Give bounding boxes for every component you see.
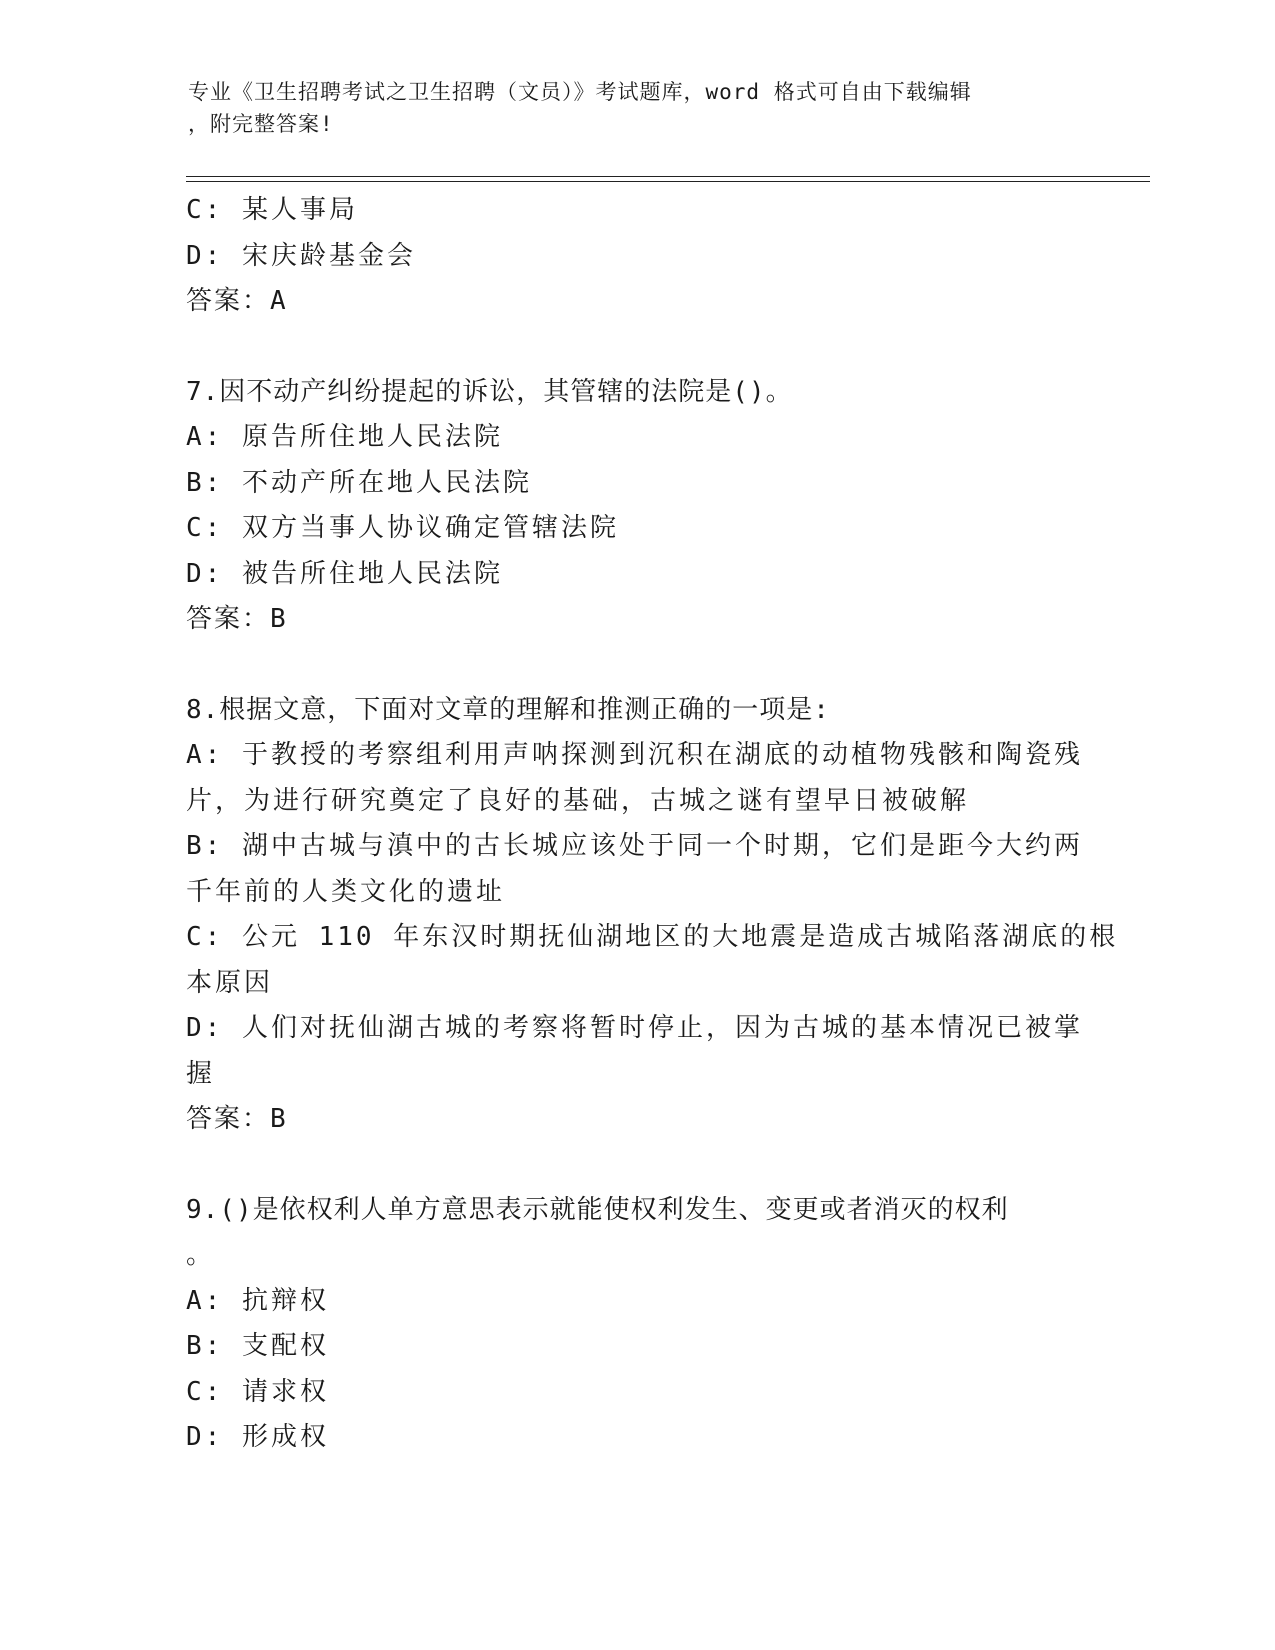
header-rule-bottom: [186, 181, 1150, 182]
q8-option-a-line-2: 片，为进行研究奠定了良好的基础，古城之谜有望早日被破解: [186, 785, 970, 816]
header-line-2: ，附完整答案!: [188, 112, 334, 136]
q9-option-a: A: 抗辩权: [186, 1285, 329, 1316]
header-rule-top: [186, 176, 1150, 177]
q8-option-d-line-1: D: 人们对抚仙湖古城的考察将暂时停止，因为古城的基本情况已被掌: [186, 1013, 1083, 1043]
answer-label: 答案：: [186, 286, 271, 316]
spacer: [186, 1143, 1086, 1188]
q7-option-d: D: 被告所住地人民法院: [186, 558, 503, 589]
q7-option-a: A: 原告所住地人民法院: [186, 422, 503, 452]
q8-option-c-line-2: 本原因: [186, 967, 274, 998]
answer-label: 答案：: [186, 1104, 271, 1134]
q6-option-c: C: 某人事局: [186, 195, 358, 225]
q8-option-b-line-1: B: 湖中古城与滇中的古长城应该处于同一个时期，它们是距今大约两: [186, 831, 1083, 861]
spacer: [186, 643, 1086, 688]
q8-option-c: [186, 915, 1119, 1006]
q8-option-a: [186, 733, 1086, 824]
q7-question: 7.因不动产纠纷提起的诉讼，其管辖的法院是()。: [186, 376, 793, 407]
q6-answer: [186, 279, 1086, 325]
q8-option-b-line-2: 千年前的人类文化的遗址: [186, 876, 506, 907]
q6-option-d: D: 宋庆龄基金会: [186, 240, 416, 271]
question-list: [186, 188, 1119, 1461]
q7-option-c: C: 双方当事人协议确定管辖法院: [186, 513, 619, 543]
answer-value: A: [270, 286, 288, 316]
q8-option-d-line-2: 握: [186, 1058, 216, 1089]
q7-answer: [186, 597, 1086, 643]
q8-question: 8.根据文意，下面对文章的理解和推测正确的一项是:: [186, 694, 830, 725]
q8-answer: [186, 1097, 1086, 1143]
q9-option-b: B: 支配权: [186, 1331, 329, 1361]
q9-option-c: C: 请求权: [186, 1376, 329, 1407]
answer-value: B: [270, 1104, 288, 1134]
answer-value: B: [270, 604, 288, 634]
answer-label: 答案：: [186, 604, 271, 634]
q9-question-line-2: 。: [186, 1240, 216, 1270]
q8-option-a-line-1: A: 于教授的考察组利用声呐探测到沉积在湖底的动植物残骸和陶瓷残: [186, 740, 1083, 770]
q9-question-line-1: 9.()是依权利人单方意思表示就能使权利发生、变更或者消灭的权利: [186, 1194, 1009, 1225]
q7-option-b: B: 不动产所在地人民法院: [186, 467, 532, 498]
header-line-1: 专业《卫生招聘考试之卫生招聘（文员）》考试题库，word 格式可自由下载编辑: [188, 80, 972, 104]
q8-option-d: [186, 1006, 1086, 1097]
document-header: [188, 76, 1068, 140]
spacer: [186, 325, 1086, 370]
q8-option-b: [186, 824, 1086, 915]
q8-option-c-line-1: C: 公元 110 年东汉时期抚仙湖地区的大地震是造成古城陷落湖底的根: [186, 922, 1119, 952]
q9-option-d: D: 形成权: [186, 1422, 329, 1452]
